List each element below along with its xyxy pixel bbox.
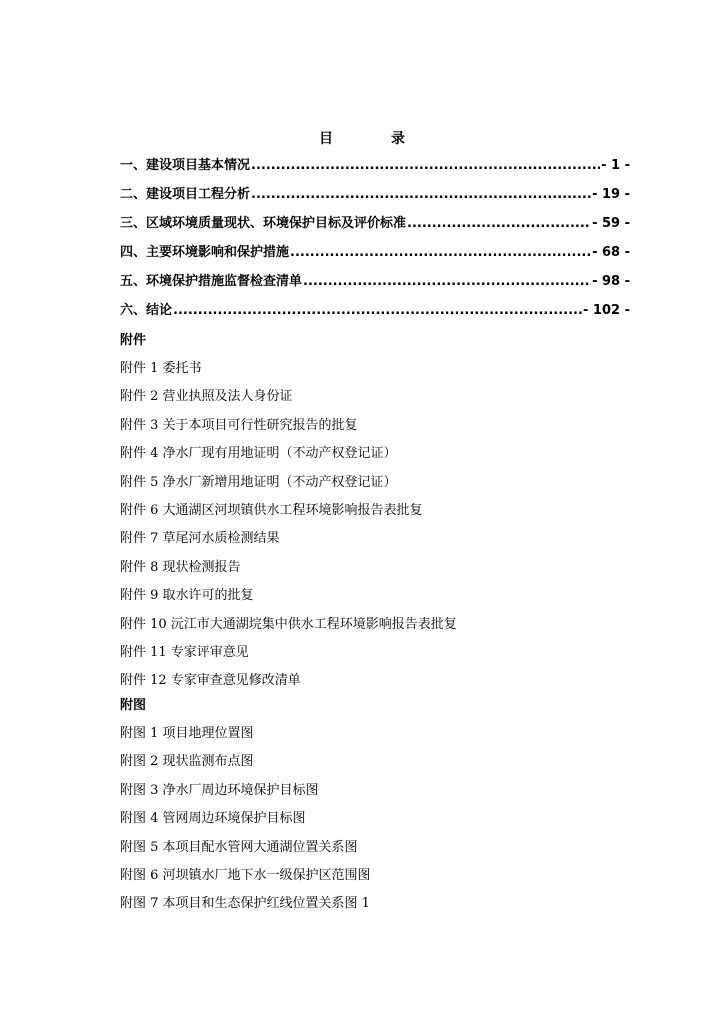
toc-entry-page: - 1 - [601, 158, 630, 173]
attachment-item: 附件 9 取水许可的批复 [120, 588, 254, 604]
toc-entry-label: 六、结论 [120, 303, 173, 318]
figure-item: 附图 3 净水厂周边环境保护目标图 [120, 782, 319, 798]
toc-entry[interactable] [120, 185, 630, 214]
toc-entry[interactable] [120, 214, 630, 243]
attachment-item: 附件 2 营业执照及法人身份证 [120, 389, 293, 405]
attachments-section [120, 331, 640, 700]
attachment-item: 附件 8 现状检测报告 [120, 559, 241, 575]
attachment-item: 附件 10 沅江市大通湖垸集中供水工程环境影响报告表批复 [120, 616, 457, 632]
toc-entry-page: - 19 - [592, 187, 630, 202]
toc-entry-label: 一、建设项目基本情况 [120, 158, 251, 173]
toc-entry[interactable] [120, 243, 630, 272]
toc-entry-label: 四、主要环境影响和保护措施 [120, 245, 290, 260]
figures-heading: 附图 [120, 698, 147, 713]
toc-entry[interactable] [120, 272, 630, 301]
figure-item: 附图 5 本项目配水管网大通湖位置关系图 [120, 839, 358, 855]
toc-leader-dots [303, 272, 591, 292]
figure-item: 附图 1 项目地理位置图 [120, 726, 254, 741]
toc-entry-label: 三、区域环境质量现状、环境保护目标及评价标准 [120, 216, 407, 231]
toc-leader-dots [251, 156, 600, 176]
attachment-item: 附件 4 净水厂现有用地证明（不动产权登记证） [120, 446, 397, 462]
table-of-contents [120, 156, 630, 330]
figure-item: 附图 2 现状监测布点图 [120, 754, 254, 770]
toc-entry-page: - 98 - [592, 274, 630, 289]
figures-section [120, 696, 640, 923]
toc-entry-page: - 59 - [592, 216, 630, 231]
toc-leader-dots [251, 185, 591, 205]
toc-entry[interactable] [120, 301, 630, 330]
attachment-item: 附件 6 大通湖区河坝镇供水工程环境影响报告表批复 [120, 502, 423, 518]
figure-item: 附图 7 本项目和生态保护红线位置关系图 1 [120, 896, 370, 912]
toc-entry[interactable] [120, 156, 630, 185]
attachment-item: 附件 12 专家审查意见修改清单 [120, 673, 301, 689]
page-title: 目 录 [319, 131, 427, 147]
attachments-heading: 附件 [120, 333, 147, 348]
toc-leader-dots [290, 243, 591, 263]
toc-leader-dots [407, 214, 591, 234]
attachment-item: 附件 11 专家评审意见 [120, 644, 249, 660]
toc-entry-page: - 68 - [592, 245, 630, 260]
toc-entry-label: 二、建设项目工程分析 [120, 187, 251, 202]
toc-leader-dots [173, 301, 582, 321]
figure-item: 附图 6 河坝镇水厂地下水一级保护区范围图 [120, 867, 371, 883]
attachment-item: 附件 7 草尾河水质检测结果 [120, 531, 280, 547]
attachment-item: 附件 5 净水厂新增用地证明（不动产权登记证） [120, 474, 397, 490]
figure-item: 附图 4 管网周边环境保护目标图 [120, 811, 306, 827]
toc-entry-label: 五、环境保护措施监督检查清单 [120, 274, 303, 289]
toc-entry-page: - 102 - [583, 303, 630, 318]
attachment-item: 附件 3 关于本项目可行性研究报告的批复 [120, 417, 358, 433]
attachment-item: 附件 1 委托书 [120, 361, 202, 376]
